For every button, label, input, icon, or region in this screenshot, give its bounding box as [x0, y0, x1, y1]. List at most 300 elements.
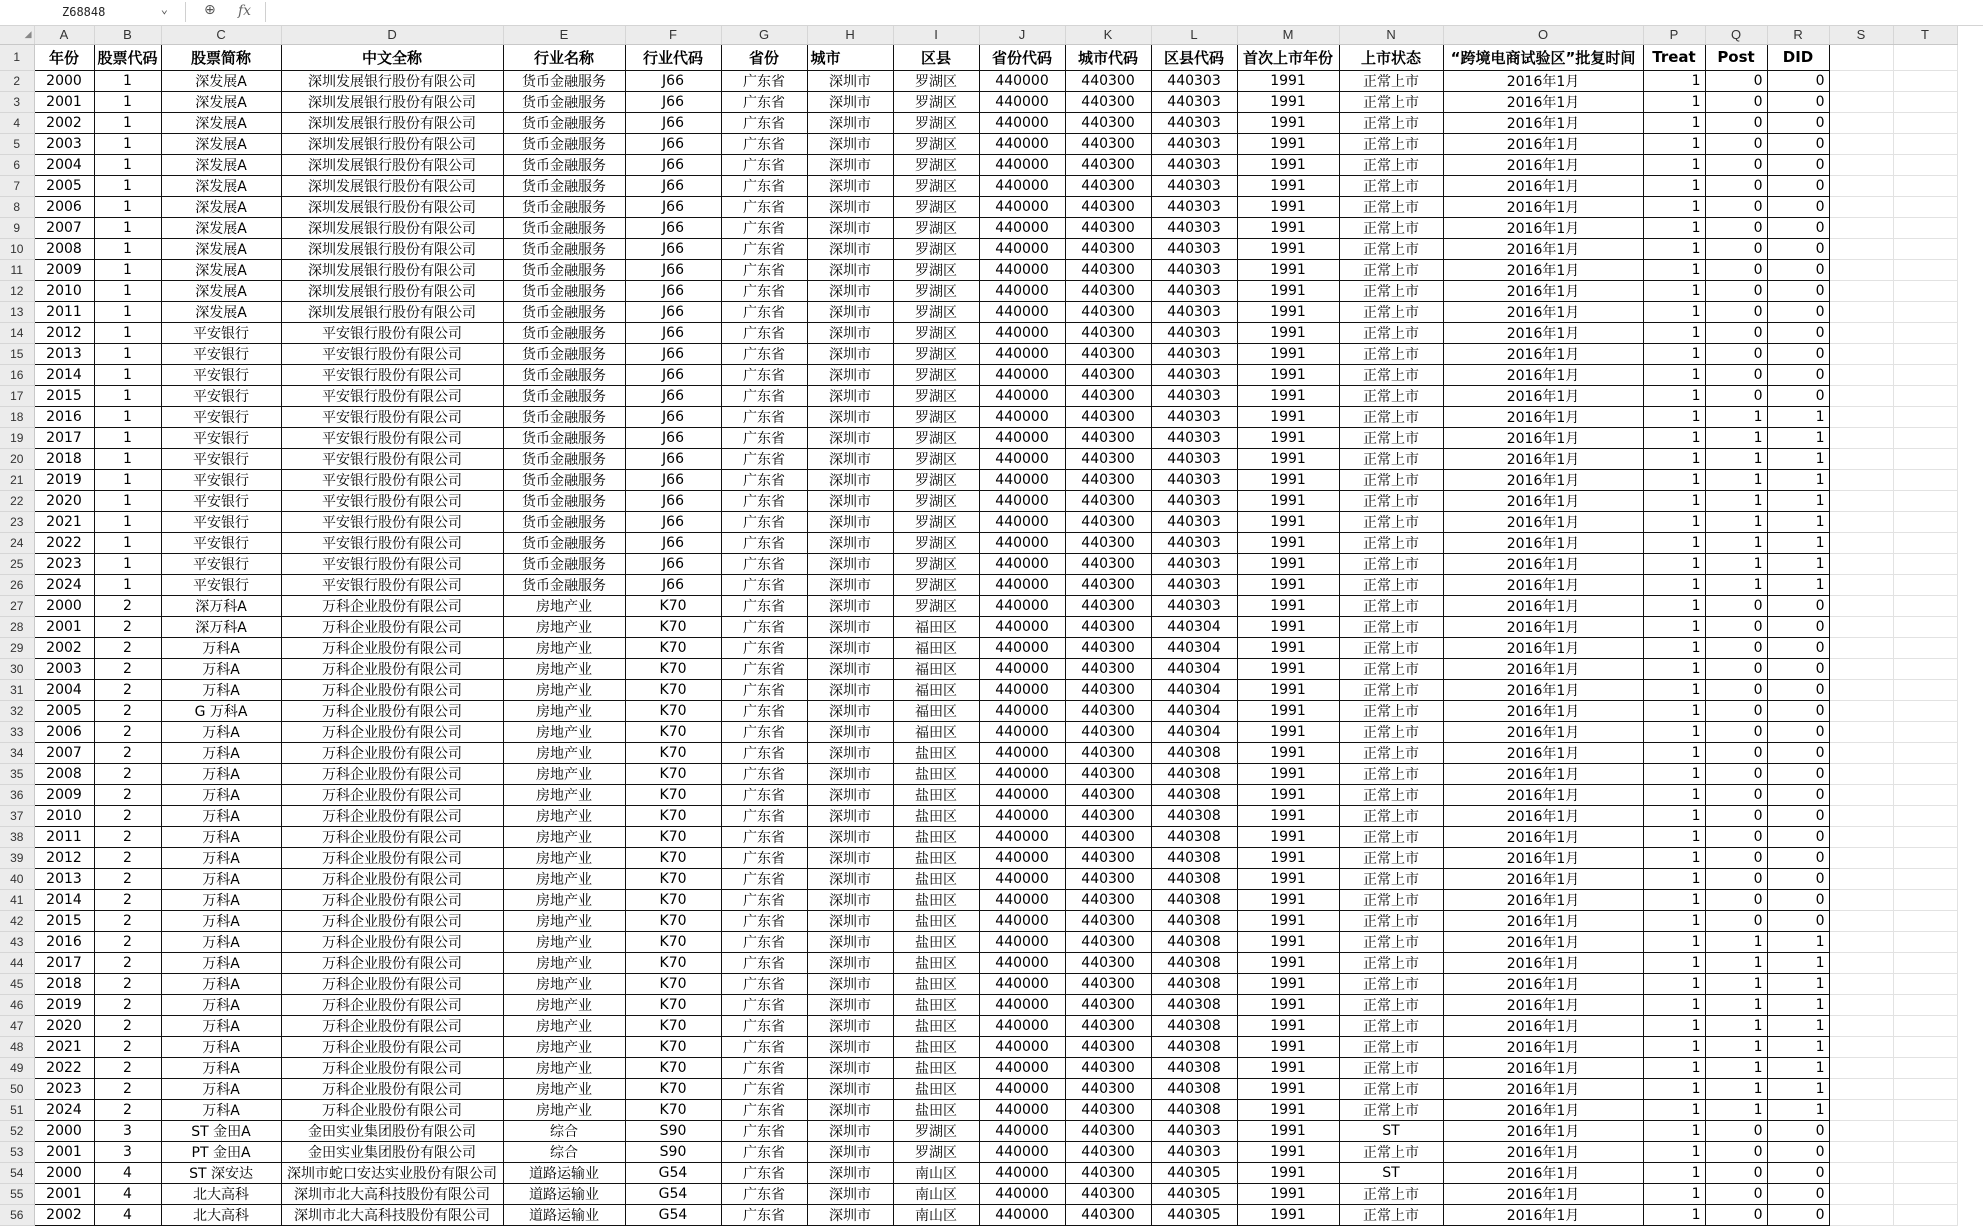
table-cell[interactable]: 1991: [1237, 70, 1339, 91]
table-cell[interactable]: J66: [625, 385, 721, 406]
table-cell[interactable]: 2016: [34, 931, 94, 952]
table-cell[interactable]: 正常上市: [1339, 112, 1443, 133]
table-cell[interactable]: 440000: [979, 805, 1065, 826]
table-cell[interactable]: 罗湖区: [893, 175, 979, 196]
table-cell[interactable]: 1991: [1237, 721, 1339, 742]
empty-cell[interactable]: [1829, 826, 1893, 847]
table-cell[interactable]: 1991: [1237, 700, 1339, 721]
table-cell[interactable]: 万科A: [161, 1078, 281, 1099]
table-cell[interactable]: 2016年1月: [1443, 595, 1643, 616]
table-cell[interactable]: 440305: [1151, 1162, 1237, 1183]
table-cell[interactable]: 1: [1643, 1141, 1705, 1162]
table-cell[interactable]: 440303: [1151, 511, 1237, 532]
table-cell[interactable]: 盐田区: [893, 847, 979, 868]
table-cell[interactable]: 货币金融服务: [503, 259, 625, 280]
table-cell[interactable]: 440308: [1151, 994, 1237, 1015]
table-cell[interactable]: 货币金融服务: [503, 385, 625, 406]
table-cell[interactable]: 万科企业股份有限公司: [281, 679, 503, 700]
table-cell[interactable]: 440300: [1065, 595, 1151, 616]
table-cell[interactable]: 广东省: [721, 1141, 807, 1162]
table-cell[interactable]: 万科企业股份有限公司: [281, 721, 503, 742]
table-cell[interactable]: 正常上市: [1339, 427, 1443, 448]
table-cell[interactable]: 2016年1月: [1443, 994, 1643, 1015]
table-cell[interactable]: 1: [1643, 1120, 1705, 1141]
empty-cell[interactable]: [1893, 763, 1957, 784]
table-cell[interactable]: 2005: [34, 175, 94, 196]
row-header[interactable]: 6: [0, 154, 34, 175]
table-cell[interactable]: 440308: [1151, 910, 1237, 931]
table-cell[interactable]: 2016年1月: [1443, 175, 1643, 196]
table-cell[interactable]: 广东省: [721, 952, 807, 973]
table-cell[interactable]: 平安银行股份有限公司: [281, 469, 503, 490]
table-cell[interactable]: 440000: [979, 826, 1065, 847]
table-cell[interactable]: 广东省: [721, 322, 807, 343]
table-cell[interactable]: 440300: [1065, 217, 1151, 238]
table-cell[interactable]: 1: [1643, 742, 1705, 763]
table-cell[interactable]: 房地产业: [503, 847, 625, 868]
row-header[interactable]: 29: [0, 637, 34, 658]
table-cell[interactable]: 1: [94, 322, 161, 343]
table-cell[interactable]: 1: [94, 427, 161, 448]
table-cell[interactable]: 2: [94, 847, 161, 868]
table-cell[interactable]: 万科A: [161, 784, 281, 805]
table-cell[interactable]: 万科企业股份有限公司: [281, 616, 503, 637]
table-cell[interactable]: 2: [94, 889, 161, 910]
table-cell[interactable]: 深圳发展银行股份有限公司: [281, 70, 503, 91]
table-cell[interactable]: 万科A: [161, 763, 281, 784]
table-cell[interactable]: 罗湖区: [893, 322, 979, 343]
empty-cell[interactable]: [1829, 1057, 1893, 1078]
empty-cell[interactable]: [1829, 763, 1893, 784]
table-cell[interactable]: 1991: [1237, 973, 1339, 994]
table-cell[interactable]: 2016年1月: [1443, 826, 1643, 847]
table-cell[interactable]: 440000: [979, 196, 1065, 217]
table-cell[interactable]: 440300: [1065, 238, 1151, 259]
table-cell[interactable]: 罗湖区: [893, 1141, 979, 1162]
table-cell[interactable]: 深圳市: [807, 910, 893, 931]
table-cell[interactable]: 深圳发展银行股份有限公司: [281, 112, 503, 133]
table-cell[interactable]: J66: [625, 574, 721, 595]
table-cell[interactable]: 盐田区: [893, 910, 979, 931]
table-cell[interactable]: 房地产业: [503, 742, 625, 763]
table-cell[interactable]: 1: [1767, 952, 1829, 973]
table-cell[interactable]: 2012: [34, 322, 94, 343]
table-cell[interactable]: 0: [1767, 1204, 1829, 1225]
table-cell[interactable]: 1: [1643, 1078, 1705, 1099]
table-cell[interactable]: 2016年1月: [1443, 1015, 1643, 1036]
table-cell[interactable]: 深圳市: [807, 280, 893, 301]
table-cell[interactable]: 1: [1705, 406, 1767, 427]
table-cell[interactable]: 440303: [1151, 343, 1237, 364]
table-cell[interactable]: 440304: [1151, 637, 1237, 658]
table-cell[interactable]: 正常上市: [1339, 973, 1443, 994]
table-cell[interactable]: 深圳市: [807, 679, 893, 700]
row-header[interactable]: 13: [0, 301, 34, 322]
table-cell[interactable]: 1: [94, 217, 161, 238]
table-cell[interactable]: 2017: [34, 952, 94, 973]
empty-cell[interactable]: [1829, 952, 1893, 973]
empty-cell[interactable]: [1829, 784, 1893, 805]
table-cell[interactable]: 广东省: [721, 301, 807, 322]
table-cell[interactable]: 深圳市: [807, 658, 893, 679]
table-cell[interactable]: 深圳市蛇口安达实业股份有限公司: [281, 1162, 503, 1183]
empty-cell[interactable]: [1829, 553, 1893, 574]
table-cell[interactable]: 2024: [34, 1099, 94, 1120]
row-header[interactable]: 23: [0, 511, 34, 532]
table-cell[interactable]: 1: [1767, 469, 1829, 490]
table-cell[interactable]: 0: [1767, 721, 1829, 742]
table-cell[interactable]: 深圳市: [807, 196, 893, 217]
table-cell[interactable]: 罗湖区: [893, 595, 979, 616]
row-header[interactable]: 2: [0, 70, 34, 91]
table-cell[interactable]: 1: [1705, 553, 1767, 574]
table-cell[interactable]: 1991: [1237, 679, 1339, 700]
table-cell[interactable]: 2020: [34, 490, 94, 511]
table-cell[interactable]: 2: [94, 1099, 161, 1120]
table-cell[interactable]: 南山区: [893, 1204, 979, 1225]
table-cell[interactable]: 广东省: [721, 784, 807, 805]
table-cell[interactable]: J66: [625, 301, 721, 322]
header-cell[interactable]: 城市代码: [1065, 44, 1151, 70]
table-cell[interactable]: 广东省: [721, 1078, 807, 1099]
table-cell[interactable]: 平安银行: [161, 427, 281, 448]
table-cell[interactable]: 广东省: [721, 553, 807, 574]
table-cell[interactable]: 万科A: [161, 994, 281, 1015]
table-cell[interactable]: 2018: [34, 973, 94, 994]
table-cell[interactable]: 罗湖区: [893, 301, 979, 322]
table-cell[interactable]: 平安银行: [161, 448, 281, 469]
table-cell[interactable]: K70: [625, 889, 721, 910]
table-cell[interactable]: 440304: [1151, 700, 1237, 721]
table-cell[interactable]: 440300: [1065, 637, 1151, 658]
table-cell[interactable]: K70: [625, 679, 721, 700]
row-header[interactable]: 3: [0, 91, 34, 112]
empty-cell[interactable]: [1829, 196, 1893, 217]
table-cell[interactable]: 1: [94, 553, 161, 574]
table-cell[interactable]: 正常上市: [1339, 784, 1443, 805]
table-cell[interactable]: 深圳市: [807, 70, 893, 91]
table-cell[interactable]: 2016年1月: [1443, 931, 1643, 952]
table-cell[interactable]: 1991: [1237, 1120, 1339, 1141]
table-cell[interactable]: 广东省: [721, 1015, 807, 1036]
table-cell[interactable]: 1: [1643, 154, 1705, 175]
table-cell[interactable]: 440304: [1151, 616, 1237, 637]
table-cell[interactable]: 1: [1767, 1015, 1829, 1036]
table-cell[interactable]: 1: [1643, 1162, 1705, 1183]
table-cell[interactable]: 2002: [34, 1204, 94, 1225]
table-cell[interactable]: 广东省: [721, 112, 807, 133]
empty-cell[interactable]: [1893, 217, 1957, 238]
table-cell[interactable]: 440000: [979, 1204, 1065, 1225]
table-cell[interactable]: 广东省: [721, 1120, 807, 1141]
table-cell[interactable]: 广东省: [721, 826, 807, 847]
table-cell[interactable]: 2016年1月: [1443, 322, 1643, 343]
empty-cell[interactable]: [1893, 448, 1957, 469]
table-cell[interactable]: 440303: [1151, 301, 1237, 322]
table-cell[interactable]: 2016年1月: [1443, 910, 1643, 931]
table-cell[interactable]: 盐田区: [893, 784, 979, 805]
table-cell[interactable]: 1: [1705, 574, 1767, 595]
table-cell[interactable]: 盐田区: [893, 952, 979, 973]
table-cell[interactable]: 0: [1767, 280, 1829, 301]
table-cell[interactable]: 2016年1月: [1443, 259, 1643, 280]
table-cell[interactable]: 深发展A: [161, 91, 281, 112]
table-cell[interactable]: 货币金融服务: [503, 70, 625, 91]
table-cell[interactable]: 罗湖区: [893, 574, 979, 595]
table-cell[interactable]: 深圳市: [807, 238, 893, 259]
row-header[interactable]: 21: [0, 469, 34, 490]
row-header[interactable]: 56: [0, 1204, 34, 1225]
table-cell[interactable]: 正常上市: [1339, 154, 1443, 175]
table-cell[interactable]: 深发展A: [161, 301, 281, 322]
table-cell[interactable]: 440000: [979, 994, 1065, 1015]
table-cell[interactable]: ST 深安达: [161, 1162, 281, 1183]
table-cell[interactable]: 440303: [1151, 1120, 1237, 1141]
table-cell[interactable]: 440000: [979, 931, 1065, 952]
table-cell[interactable]: 2016年1月: [1443, 301, 1643, 322]
table-cell[interactable]: 深圳市: [807, 1078, 893, 1099]
table-cell[interactable]: 1991: [1237, 784, 1339, 805]
table-cell[interactable]: 2016年1月: [1443, 721, 1643, 742]
table-cell[interactable]: 深发展A: [161, 259, 281, 280]
table-cell[interactable]: 广东省: [721, 658, 807, 679]
table-cell[interactable]: 2016年1月: [1443, 805, 1643, 826]
table-cell[interactable]: 0: [1767, 70, 1829, 91]
table-cell[interactable]: 广东省: [721, 448, 807, 469]
table-cell[interactable]: 1: [94, 385, 161, 406]
table-cell[interactable]: 2022: [34, 1057, 94, 1078]
table-cell[interactable]: 深发展A: [161, 238, 281, 259]
table-cell[interactable]: K70: [625, 616, 721, 637]
table-cell[interactable]: 货币金融服务: [503, 112, 625, 133]
table-cell[interactable]: 广东省: [721, 343, 807, 364]
table-cell[interactable]: J66: [625, 70, 721, 91]
table-cell[interactable]: 货币金融服务: [503, 343, 625, 364]
empty-cell[interactable]: [1893, 973, 1957, 994]
table-cell[interactable]: 1: [1643, 637, 1705, 658]
empty-cell[interactable]: [1893, 259, 1957, 280]
table-cell[interactable]: 2016年1月: [1443, 742, 1643, 763]
header-cell[interactable]: 年份: [34, 44, 94, 70]
insert-function-icon[interactable]: fx: [238, 3, 252, 19]
table-cell[interactable]: 2013: [34, 343, 94, 364]
table-cell[interactable]: 0: [1705, 112, 1767, 133]
table-cell[interactable]: 1: [1767, 1099, 1829, 1120]
table-cell[interactable]: 1: [1705, 427, 1767, 448]
table-cell[interactable]: 440300: [1065, 931, 1151, 952]
table-cell[interactable]: 福田区: [893, 679, 979, 700]
table-cell[interactable]: 罗湖区: [893, 511, 979, 532]
table-cell[interactable]: J66: [625, 322, 721, 343]
table-cell[interactable]: 0: [1705, 154, 1767, 175]
table-cell[interactable]: J66: [625, 448, 721, 469]
table-cell[interactable]: 广东省: [721, 931, 807, 952]
empty-cell[interactable]: [1893, 616, 1957, 637]
name-box-dropdown-icon[interactable]: ⌄: [160, 2, 168, 16]
table-cell[interactable]: 盐田区: [893, 1078, 979, 1099]
empty-cell[interactable]: [1893, 826, 1957, 847]
row-header[interactable]: 48: [0, 1036, 34, 1057]
table-cell[interactable]: 440300: [1065, 994, 1151, 1015]
table-cell[interactable]: 440300: [1065, 679, 1151, 700]
row-header[interactable]: 42: [0, 910, 34, 931]
table-cell[interactable]: 2001: [34, 91, 94, 112]
table-cell[interactable]: 深圳市: [807, 217, 893, 238]
table-cell[interactable]: 正常上市: [1339, 658, 1443, 679]
table-cell[interactable]: 2016年1月: [1443, 1204, 1643, 1225]
empty-cell[interactable]: [1829, 133, 1893, 154]
table-cell[interactable]: 0: [1705, 322, 1767, 343]
table-cell[interactable]: 0: [1767, 805, 1829, 826]
table-cell[interactable]: 440000: [979, 868, 1065, 889]
table-cell[interactable]: K70: [625, 784, 721, 805]
empty-cell[interactable]: [1829, 511, 1893, 532]
table-cell[interactable]: 万科A: [161, 847, 281, 868]
table-cell[interactable]: 440308: [1151, 868, 1237, 889]
table-cell[interactable]: 正常上市: [1339, 679, 1443, 700]
table-cell[interactable]: 440300: [1065, 763, 1151, 784]
table-cell[interactable]: 正常上市: [1339, 70, 1443, 91]
zoom-icon[interactable]: ⊕: [204, 2, 216, 18]
table-cell[interactable]: 440308: [1151, 805, 1237, 826]
table-cell[interactable]: 平安银行股份有限公司: [281, 364, 503, 385]
empty-cell[interactable]: [1829, 343, 1893, 364]
empty-cell[interactable]: [1893, 238, 1957, 259]
table-cell[interactable]: 2004: [34, 154, 94, 175]
empty-cell[interactable]: [1893, 679, 1957, 700]
table-cell[interactable]: 万科A: [161, 721, 281, 742]
table-cell[interactable]: 1: [1767, 406, 1829, 427]
table-cell[interactable]: 深圳市: [807, 385, 893, 406]
empty-cell[interactable]: [1893, 427, 1957, 448]
table-cell[interactable]: 2: [94, 742, 161, 763]
header-cell[interactable]: 股票代码: [94, 44, 161, 70]
table-cell[interactable]: 深圳市: [807, 448, 893, 469]
table-cell[interactable]: 1: [94, 301, 161, 322]
table-cell[interactable]: 房地产业: [503, 616, 625, 637]
empty-cell[interactable]: [1829, 217, 1893, 238]
table-cell[interactable]: 440300: [1065, 427, 1151, 448]
table-cell[interactable]: 深圳市: [807, 1204, 893, 1225]
table-cell[interactable]: 0: [1705, 868, 1767, 889]
table-cell[interactable]: 万科A: [161, 826, 281, 847]
table-cell[interactable]: J66: [625, 406, 721, 427]
table-cell[interactable]: 0: [1705, 259, 1767, 280]
table-cell[interactable]: 440000: [979, 532, 1065, 553]
table-cell[interactable]: 深圳市: [807, 847, 893, 868]
empty-cell[interactable]: [1893, 112, 1957, 133]
table-cell[interactable]: 平安银行股份有限公司: [281, 532, 503, 553]
table-cell[interactable]: 万科企业股份有限公司: [281, 994, 503, 1015]
table-cell[interactable]: 2016年1月: [1443, 196, 1643, 217]
table-cell[interactable]: 440000: [979, 847, 1065, 868]
column-header[interactable]: G: [721, 26, 807, 44]
empty-cell[interactable]: [1893, 1015, 1957, 1036]
table-cell[interactable]: J66: [625, 553, 721, 574]
table-cell[interactable]: 1: [1643, 1015, 1705, 1036]
table-cell[interactable]: 1991: [1237, 742, 1339, 763]
table-cell[interactable]: 440303: [1151, 91, 1237, 112]
table-cell[interactable]: 2016年1月: [1443, 637, 1643, 658]
empty-cell[interactable]: [1893, 343, 1957, 364]
table-cell[interactable]: 正常上市: [1339, 910, 1443, 931]
column-header[interactable]: A: [34, 26, 94, 44]
table-cell[interactable]: 2: [94, 931, 161, 952]
table-cell[interactable]: 罗湖区: [893, 238, 979, 259]
row-header[interactable]: 34: [0, 742, 34, 763]
table-cell[interactable]: 广东省: [721, 637, 807, 658]
empty-cell[interactable]: [1829, 154, 1893, 175]
table-cell[interactable]: 盐田区: [893, 1099, 979, 1120]
table-cell[interactable]: K70: [625, 1057, 721, 1078]
table-cell[interactable]: 1: [1643, 595, 1705, 616]
table-cell[interactable]: 1991: [1237, 616, 1339, 637]
table-cell[interactable]: 440000: [979, 70, 1065, 91]
table-cell[interactable]: 广东省: [721, 427, 807, 448]
table-cell[interactable]: 1991: [1237, 259, 1339, 280]
row-header[interactable]: 49: [0, 1057, 34, 1078]
table-cell[interactable]: 1: [94, 196, 161, 217]
table-cell[interactable]: 广东省: [721, 490, 807, 511]
empty-cell[interactable]: [1893, 364, 1957, 385]
table-cell[interactable]: 深圳市: [807, 1099, 893, 1120]
table-cell[interactable]: 房地产业: [503, 595, 625, 616]
table-cell[interactable]: 1: [1705, 511, 1767, 532]
table-cell[interactable]: 440000: [979, 1015, 1065, 1036]
table-cell[interactable]: 440308: [1151, 826, 1237, 847]
table-cell[interactable]: 1991: [1237, 1162, 1339, 1183]
table-cell[interactable]: 0: [1767, 679, 1829, 700]
table-cell[interactable]: 深圳市: [807, 469, 893, 490]
table-cell[interactable]: 万科A: [161, 1036, 281, 1057]
empty-cell[interactable]: [1829, 637, 1893, 658]
table-cell[interactable]: 2001: [34, 1183, 94, 1204]
table-cell[interactable]: 2016年1月: [1443, 1078, 1643, 1099]
row-header[interactable]: 1: [0, 44, 34, 70]
header-cell[interactable]: 行业代码: [625, 44, 721, 70]
table-cell[interactable]: 440300: [1065, 469, 1151, 490]
table-cell[interactable]: 440300: [1065, 1120, 1151, 1141]
empty-cell[interactable]: [1829, 574, 1893, 595]
table-cell[interactable]: K70: [625, 952, 721, 973]
table-cell[interactable]: 0: [1767, 637, 1829, 658]
table-cell[interactable]: 1991: [1237, 1204, 1339, 1225]
table-cell[interactable]: 1: [1643, 868, 1705, 889]
table-cell[interactable]: 440000: [979, 91, 1065, 112]
table-cell[interactable]: K70: [625, 700, 721, 721]
table-cell[interactable]: ST: [1339, 1120, 1443, 1141]
table-cell[interactable]: 2016年1月: [1443, 364, 1643, 385]
table-cell[interactable]: G 万科A: [161, 700, 281, 721]
table-cell[interactable]: 440000: [979, 343, 1065, 364]
table-cell[interactable]: 440308: [1151, 847, 1237, 868]
table-cell[interactable]: 1: [1643, 259, 1705, 280]
table-cell[interactable]: 平安银行: [161, 490, 281, 511]
table-cell[interactable]: 440304: [1151, 721, 1237, 742]
empty-cell[interactable]: [1893, 553, 1957, 574]
row-header[interactable]: 43: [0, 931, 34, 952]
table-cell[interactable]: 1: [94, 280, 161, 301]
table-cell[interactable]: 440300: [1065, 721, 1151, 742]
table-cell[interactable]: 1: [1643, 721, 1705, 742]
table-cell[interactable]: 440300: [1065, 889, 1151, 910]
formula-input[interactable]: [265, 2, 1966, 22]
table-cell[interactable]: 440000: [979, 490, 1065, 511]
table-cell[interactable]: 深万科A: [161, 595, 281, 616]
table-cell[interactable]: 1: [1643, 1183, 1705, 1204]
table-cell[interactable]: 深圳市: [807, 616, 893, 637]
table-cell[interactable]: 440303: [1151, 133, 1237, 154]
